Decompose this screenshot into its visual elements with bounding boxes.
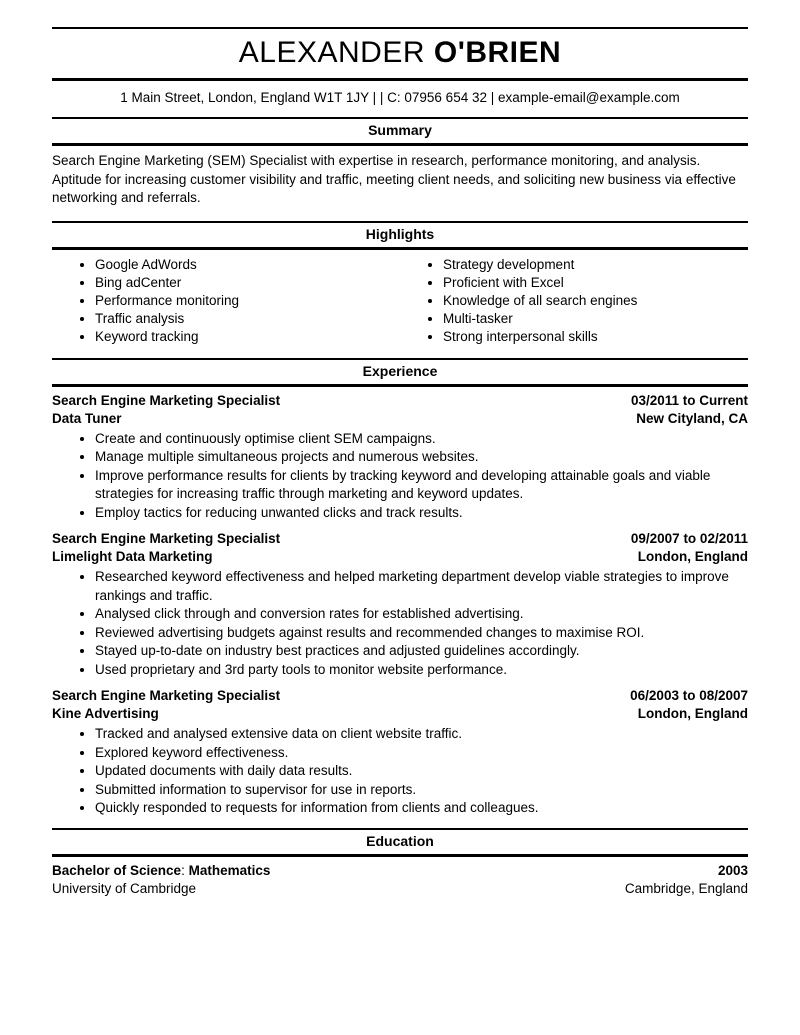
education-degree xyxy=(52,862,270,880)
candidate-first-name: ALEXANDER xyxy=(238,36,426,69)
job-company: Limelight Data Marketing xyxy=(52,549,213,564)
job-location: New Cityland, CA xyxy=(636,410,748,426)
section-title-highlights: Highlights xyxy=(365,225,435,242)
education-school-row xyxy=(52,880,748,898)
highlight-item: • Proficient with Excel xyxy=(443,274,748,292)
highlight-item: • Bing adCenter xyxy=(95,274,400,292)
job-bullet: • Used proprietary and 3rd party tools to monitor website performance. xyxy=(95,661,748,680)
job-bullets xyxy=(52,430,748,523)
divider xyxy=(52,358,748,360)
divider xyxy=(52,247,748,250)
job-bullet: • Tracked and analysed extensive data on client website traffic. xyxy=(95,725,748,744)
job-title-row xyxy=(52,687,748,705)
candidate-last-name: O'BRIEN xyxy=(433,36,562,69)
experience-jobs xyxy=(52,392,748,818)
section-heading-summary xyxy=(52,117,748,146)
job-location: London, England xyxy=(637,549,748,564)
section-title-summary: Summary xyxy=(368,122,432,138)
highlight-item: • Strategy development xyxy=(443,256,748,274)
job-dates: 06/2003 to 08/2007 xyxy=(630,688,748,703)
candidate-name xyxy=(52,36,748,70)
job-title: Search Engine Marketing Specialist xyxy=(52,531,281,546)
highlights-columns xyxy=(52,256,748,346)
job-title: Search Engine Marketing Specialist xyxy=(52,392,281,408)
job-bullet: • Manage multiple simultaneous projects and numerous websites. xyxy=(95,448,748,467)
job-entry xyxy=(52,392,748,523)
education-school: University of Cambridge xyxy=(52,880,197,896)
highlight-item: • Google AdWords xyxy=(95,256,400,274)
education-degree-separator: : xyxy=(181,862,189,878)
section-title-experience: Experience xyxy=(362,362,438,379)
job-company-row xyxy=(52,410,748,428)
education-year: 2003 xyxy=(717,862,748,878)
section-heading-experience xyxy=(52,358,748,387)
job-bullet: • Employ tactics for reducing unwanted clicks and track results. xyxy=(95,504,748,523)
job-bullets xyxy=(52,725,748,818)
job-location: London, England xyxy=(637,706,748,721)
divider xyxy=(52,384,748,387)
divider xyxy=(52,221,748,223)
job-title: Search Engine Marketing Specialist xyxy=(52,688,281,703)
job-bullets xyxy=(52,568,748,679)
job-company: Kine Advertising xyxy=(52,706,159,721)
job-company: Data Tuner xyxy=(52,410,122,426)
highlight-item: • Traffic analysis xyxy=(95,310,400,328)
job-company-row xyxy=(52,548,748,566)
job-bullet: • Analysed click through and conversion rates for established advertising. xyxy=(95,605,748,624)
job-company-row xyxy=(52,705,748,723)
divider xyxy=(52,854,748,857)
divider-top xyxy=(52,27,748,29)
job-bullet: • Quickly responded to requests for information from clients and colleagues. xyxy=(95,799,748,818)
highlight-item: • Knowledge of all search engines xyxy=(443,292,748,310)
highlight-item: • Performance monitoring xyxy=(95,292,400,310)
highlights-right-column xyxy=(400,256,748,346)
job-title-row xyxy=(52,392,748,410)
summary-text: Search Engine Marketing (SEM) Specialist with expertise in research, performance monitoring, and analysis. Aptitude for increasing customer visibility and traffic, meeting client needs, and soliciting new business via effective networking and referrals. xyxy=(52,153,736,205)
job-dates: 09/2007 to 02/2011 xyxy=(630,531,748,546)
contact-info: 1 Main Street, London, England W1T 1JY | | C: 07956 654 32 | example-email@example.com xyxy=(120,90,680,105)
job-entry xyxy=(52,687,748,818)
education-field: Mathematics xyxy=(188,862,271,878)
job-entry xyxy=(52,530,748,679)
divider-below-name xyxy=(52,78,748,81)
job-bullet: • Explored keyword effectiveness. xyxy=(95,744,748,763)
job-bullet: • Researched keyword effectiveness and helped marketing department develop viable strategies to improve rankings and traffic. xyxy=(95,568,748,605)
job-bullet: • Stayed up-to-date on industry best practices and adjusted guidelines accordingly. xyxy=(95,642,748,661)
job-title-row xyxy=(52,530,748,548)
divider xyxy=(52,117,748,119)
job-dates: 03/2011 to Current xyxy=(630,392,748,408)
education-location: Cambridge, England xyxy=(624,880,748,896)
education-entry xyxy=(52,862,748,898)
section-title-education: Education xyxy=(366,832,434,849)
highlights-left-column xyxy=(52,256,400,346)
highlight-item: • Strong interpersonal skills xyxy=(443,328,748,346)
job-bullet: • Updated documents with daily data results. xyxy=(95,762,748,781)
highlight-item: • Keyword tracking xyxy=(95,328,400,346)
job-bullet: • Create and continuously optimise client SEM campaigns. xyxy=(95,430,748,449)
section-heading-education xyxy=(52,828,748,857)
job-bullet: • Submitted information to supervisor for use in reports. xyxy=(95,781,748,800)
education-degree-row xyxy=(52,862,748,880)
divider xyxy=(52,143,748,146)
job-bullet: • Reviewed advertising budgets against results and recommended changes to maximise ROI. xyxy=(95,624,748,643)
job-bullet: • Improve performance results for clients by tracking keyword and developing attainable goals and viable strategies for increasing traffic through marketing and keyword updates. xyxy=(95,467,748,504)
section-heading-highlights xyxy=(52,221,748,250)
divider xyxy=(52,828,748,830)
highlight-item: • Multi-tasker xyxy=(443,310,748,328)
education-degree-name: Bachelor of Science xyxy=(52,862,182,878)
